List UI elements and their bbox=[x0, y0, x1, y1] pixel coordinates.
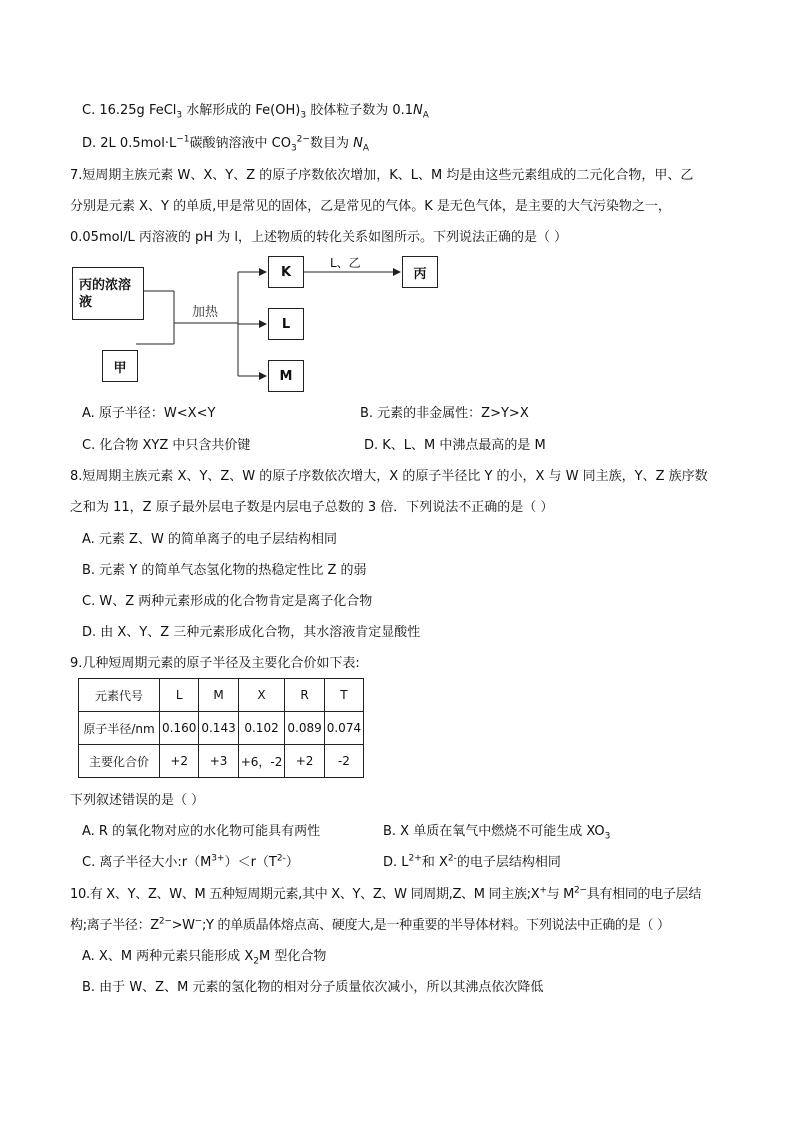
q7-option-a: A. 原子半径：W<X<Y bbox=[82, 406, 216, 421]
m-box: M bbox=[268, 360, 304, 392]
table-cell: 0.102 bbox=[238, 712, 285, 745]
q9-option-a: A. R 的氧化物对应的水化物可能具有两性 bbox=[82, 824, 321, 839]
q6-option-d: D. 2L $0.5mol\cdot L^{-1}$碳酸钠溶液中 $CO_3^{2-}$数目为 $N_A$ bbox=[82, 134, 369, 154]
table-cell: +3 bbox=[199, 745, 238, 778]
heat-label: 加热 bbox=[192, 305, 219, 320]
q7-stem-line3: 0.05mol/L 丙溶液的 pH 为 l，上述物质的转化关系如图所示。下列说法正确的是（ ） bbox=[70, 230, 568, 245]
arrow-label: L、乙 bbox=[330, 256, 361, 270]
q9-question: 下列叙述错误的是（ ） bbox=[70, 793, 205, 808]
q7-stem-line2: 分别是元素 X、Y 的单质,甲是常见的固体，乙是常见的气体。K 是无色气体，是主要的大气污染物之一， bbox=[70, 199, 671, 214]
q7-option-d: D. K、L、M 中沸点最高的是 M bbox=[364, 438, 546, 453]
table-cell: 原子半径/nm bbox=[79, 712, 160, 745]
table-cell: 0.143 bbox=[199, 712, 238, 745]
jia-box: 甲 bbox=[102, 350, 138, 382]
bing-box: 丙 bbox=[402, 256, 438, 288]
q8-stem-line1: 8.短周期主族元素 X、Y、Z、W 的原子序数依次增大，X 的原子半径比 Y 的小，X 与 W 同主族，Y、Z 族序数 bbox=[70, 469, 708, 484]
table-cell: +2 bbox=[285, 745, 324, 778]
q9-option-b: B. X 单质在氧气中燃烧不可能生成 $XO_3$ bbox=[383, 824, 611, 842]
q7-option-c: C. 化合物 XYZ 中只含共价键 bbox=[82, 438, 251, 453]
table-row-radius bbox=[79, 712, 364, 745]
k-box: K bbox=[268, 256, 304, 288]
q8-option-b: B. 元素 Y 的简单气态氢化物的热稳定性比 Z 的弱 bbox=[82, 563, 367, 578]
q10-option-a: A. X、M 两种元素只能形成 $X_2M$ 型化合物 bbox=[82, 949, 327, 967]
q7-stem-line1: 7.短周期主族元素 W、X、Y、Z 的原子序数依次增加，K、L、M 均是由这些元素组成的二元化合物，甲、乙 bbox=[70, 168, 694, 183]
q8-option-d: D. 由 X、Y、Z 三种元素形成化合物，其水溶液肯定显酸性 bbox=[82, 625, 421, 640]
l-box: L bbox=[268, 308, 304, 340]
table-cell: 主要化合价 bbox=[79, 745, 160, 778]
table-cell: T bbox=[324, 679, 363, 712]
table-cell: R bbox=[285, 679, 324, 712]
table-cell: +6，-2 bbox=[238, 745, 285, 778]
q10-stem-line1: 10.有 X、Y、Z、W、M 五种短周期元素,其中 X、Y、Z、W 同周期,Z、M 同主族;X+与 $M^{2-}$具有相同的电子层结 bbox=[70, 885, 702, 902]
q7-option-b: B. 元素的非金属性：Z>Y>X bbox=[360, 406, 529, 421]
table-cell: 0.089 bbox=[285, 712, 324, 745]
q8-option-a: A. 元素 Z、W 的简单离子的电子层结构相同 bbox=[82, 532, 337, 547]
table-cell: 0.074 bbox=[324, 712, 363, 745]
flow-diagram-connectors bbox=[0, 0, 794, 400]
table-cell: M bbox=[199, 679, 238, 712]
table-cell: -2 bbox=[324, 745, 363, 778]
q6-option-c: C. 16.25g FeCl$_3$ 水解形成的 $Fe(OH)_3$ 胶体粒子数为 $0.1N_A$ bbox=[82, 103, 429, 121]
table-cell: L bbox=[160, 679, 199, 712]
concentrated-bing-solution-box: 丙的浓溶液 bbox=[72, 267, 144, 320]
q10-stem-line2: 构;离子半径：$Z^{2-}>W^-;Y$ 的单质晶体熔点高、硬度大,是一种重要的半导体材料。下列说法中正确的是（ ） bbox=[70, 916, 670, 933]
q10-option-b: B. 由于 W、Z、M 元素的氢化物的相对分子质量依次减小，所以其沸点依次降低 bbox=[82, 980, 544, 995]
table-cell: +2 bbox=[160, 745, 199, 778]
table-cell: 元素代号 bbox=[79, 679, 160, 712]
table-cell: X bbox=[238, 679, 285, 712]
q9-option-d: D. $L^{2+}$和 $X^{2-}$的电子层结构相同 bbox=[383, 853, 561, 870]
q8-option-c: C. W、Z 两种元素形成的化合物肯定是离子化合物 bbox=[82, 594, 373, 609]
table-cell: 0.160 bbox=[160, 712, 199, 745]
q9-option-c: C. 离子半径大小$:r(M^{3+})<r(T^{2-})$ bbox=[82, 853, 299, 870]
table-row-valence bbox=[79, 745, 364, 778]
q8-stem-line2: 之和为 11，Z 原子最外层电子数是内层电子总数的 3 倍．下列说法不正确的是（ ） bbox=[70, 500, 554, 515]
q9-stem: 9.几种短周期元素的原子半径及主要化合价如下表: bbox=[70, 656, 360, 671]
element-table bbox=[78, 678, 364, 778]
table-row-header bbox=[79, 679, 364, 712]
